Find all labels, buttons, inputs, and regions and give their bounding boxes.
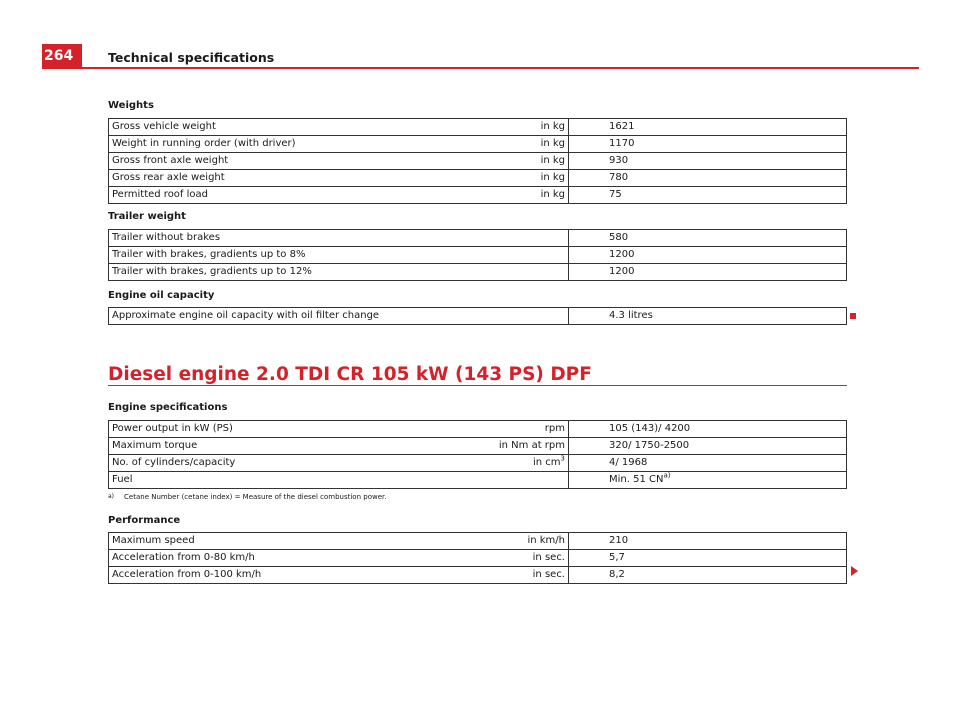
continue-arrow-icon (851, 566, 858, 576)
table-row (109, 455, 847, 472)
oil-heading: Engine oil capacity (108, 290, 215, 301)
table-row (109, 264, 847, 281)
spec-value: 210 (569, 533, 847, 550)
spec-name: Maximum speed (109, 533, 481, 550)
spec-unit (480, 230, 569, 247)
footnote (108, 493, 386, 501)
spec-value: 320/ 1750-2500 (569, 438, 847, 455)
spec-value: 580 (569, 230, 847, 247)
spec-name: Fuel (109, 472, 481, 489)
spec-name: Acceleration from 0-80 km/h (109, 550, 481, 567)
spec-value: 5,7 (569, 550, 847, 567)
weights-table (108, 118, 847, 204)
table-row (109, 187, 847, 204)
spec-name: Permitted roof load (109, 187, 481, 204)
spec-unit: rpm (480, 421, 569, 438)
table-row (109, 230, 847, 247)
table-row (109, 153, 847, 170)
page-title: Technical specifications (108, 50, 275, 65)
section-end-marker-icon (850, 313, 856, 319)
table-row (109, 567, 847, 584)
trailer-table (108, 229, 847, 281)
spec-value: 1621 (569, 119, 847, 136)
engine-spec-heading: Engine specifications (108, 402, 228, 413)
spec-unit-cell (480, 455, 569, 472)
spec-unit: in kg (480, 187, 569, 204)
spec-name: Maximum torque (109, 438, 481, 455)
spec-unit: in kg (480, 170, 569, 187)
spec-unit (480, 264, 569, 281)
spec-unit: in kg (480, 153, 569, 170)
weights-heading: Weights (108, 100, 154, 111)
table-row (109, 533, 847, 550)
spec-unit: in kg (480, 136, 569, 153)
spec-unit: in kg (480, 119, 569, 136)
performance-table (108, 532, 847, 584)
spec-unit: in km/h (480, 533, 569, 550)
spec-unit (480, 472, 569, 489)
spec-name: Gross vehicle weight (109, 119, 481, 136)
spec-name: Gross rear axle weight (109, 170, 481, 187)
section-title: Diesel engine 2.0 TDI CR 105 kW (143 PS) DPF (108, 364, 592, 385)
spec-unit: in sec. (480, 567, 569, 584)
page-number: 264 (42, 44, 82, 68)
spec-value: 1170 (569, 136, 847, 153)
spec-name: Approximate engine oil capacity with oil filter change (109, 308, 481, 325)
table-row (109, 472, 847, 489)
spec-value: 930 (569, 153, 847, 170)
table-row (109, 550, 847, 567)
section-title-rule (108, 385, 847, 386)
spec-name: Acceleration from 0-100 km/h (109, 567, 481, 584)
footnote-reference: a) (663, 471, 671, 480)
oil-table (108, 307, 847, 325)
spec-value: 75 (569, 187, 847, 204)
engine-spec-table (108, 420, 847, 489)
spec-value: 4/ 1968 (569, 455, 847, 472)
trailer-heading: Trailer weight (108, 211, 186, 222)
footnote-mark: a) (108, 493, 115, 500)
table-row (109, 136, 847, 153)
spec-value: 780 (569, 170, 847, 187)
spec-name: Weight in running order (with driver) (109, 136, 481, 153)
spec-name: Gross front axle weight (109, 153, 481, 170)
spec-unit: in Nm at rpm (480, 438, 569, 455)
spec-name: Trailer with brakes, gradients up to 12% (109, 264, 481, 281)
spec-value: 4.3 litres (569, 308, 847, 325)
table-row (109, 119, 847, 136)
spec-value: 1200 (569, 247, 847, 264)
table-row (109, 247, 847, 264)
header-rule (42, 67, 919, 69)
spec-value: 105 (143)/ 4200 (569, 421, 847, 438)
spec-value: Min. 51 CN (609, 474, 664, 485)
spec-unit: in cm (532, 457, 561, 468)
spec-value-cell (569, 472, 847, 489)
spec-name: No. of cylinders/capacity (109, 455, 481, 472)
spec-name: Trailer without brakes (109, 230, 481, 247)
table-row (109, 438, 847, 455)
spec-value: 1200 (569, 264, 847, 281)
unit-superscript: 3 (560, 454, 565, 463)
table-row (109, 308, 847, 325)
table-row (109, 421, 847, 438)
spec-unit: in sec. (480, 550, 569, 567)
spec-name: Trailer with brakes, gradients up to 8% (109, 247, 481, 264)
footnote-text: Cetane Number (cetane index) = Measure of the diesel combustion power. (124, 493, 387, 501)
spec-unit (480, 308, 569, 325)
performance-heading: Performance (108, 515, 181, 526)
table-row (109, 170, 847, 187)
spec-value: 8,2 (569, 567, 847, 584)
spec-unit (480, 247, 569, 264)
spec-name: Power output in kW (PS) (109, 421, 481, 438)
